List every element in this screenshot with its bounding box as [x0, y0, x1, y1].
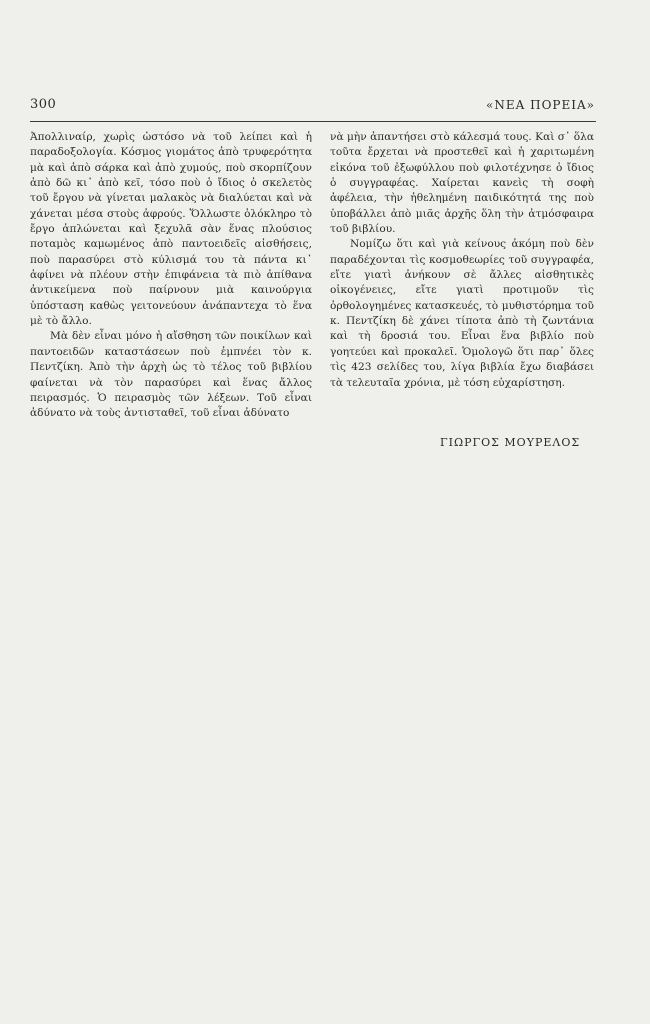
page-number: 300 [30, 97, 57, 112]
author-signature: ΓΙΩΡΓΟΣ ΜΟΥΡΕΛΟΣ [440, 436, 581, 449]
left-column [30, 130, 312, 422]
paragraph: Ἀπολλιναίρ, χωρὶς ὡστόσο νὰ τοῦ λείπει καὶ ἡ παραδοξολογία. Κόσμος γιομάτος ἀπὸ τρυφερότητα μὰ καὶ ἀπὸ σάρκα καὶ ἀπὸ χυμούς, ποὺ σκορπίζουν ἀπὸ δῶ κι᾽ ἀπὸ κεῖ, τόσο ποὺ ὁ ἴδιος ὁ σκελετὸς τοῦ ἔργου νὰ γίνεται μαλακὸς νὰ διαλύεται καὶ νὰ χάνεται μέσα στοὺς ἀφρούς. Ὅλλωστε ὁλόκληρο τὸ ἔργο ἁπλώνεται καὶ ξεχυλᾶ σὰν ἕνας πλούσιος ποταμὸς καμωμένος ἀπὸ παντοειδεῖς αἰσθήσεις, ποὺ παρασύρει στὸ κύλισμά του τὰ πάντα κι᾽ ἀφίνει νὰ πλέουν στὴν ἐπιφάνεια τὰ πιὸ ἀπίθανα ἀντικείμενα ποὺ παίρνουν μιὰ καινούργια ὑπόσταση καθὼς γειτονεύουν ἀνάπαντεχα τὸ ἕνα μὲ τὸ ἄλλο. [30, 131, 312, 328]
paragraph: Μὰ δὲν εἶναι μόνο ἡ αἴσθηση τῶν ποικίλων καὶ παντοειδῶν καταστάσεων ποὺ ἐμπνέει τὸν κ. Πεντζίκη. Ἀπὸ τὴν ἀρχὴ ὡς τὸ τέλος τοῦ βιβλίου φαίνεται νὰ τὸν παρασύρει καὶ ἕνας ἄλλος πειρασμός. Ὁ πειρασμὸς τῶν λέξεων. Τοῦ εἶναι ἀδύνατο νὰ τοὺς ἀντισταθεῖ, τοῦ εἶναι ἀδύνατο [30, 330, 312, 420]
running-title: «ΝΕΑ ΠΟΡΕΙΑ» [486, 98, 595, 112]
right-column [330, 130, 594, 391]
paragraph: Νομίζω ὅτι καὶ γιὰ κείνους ἀκόμη ποὺ δὲν παραδέχονται τὶς κοσμοθεωρίες τοῦ συγγραφέα, εἴτε γιατὶ ἀνήκουν σὲ ἄλλες αἰσθητικὲς οἰκογένειες, εἴτε γιατὶ προτιμοῦν τὶς ὀρθολογημένες κατασκευές, τὸ μυθιστόρημα τοῦ κ. Πεντζίκη δὲ χάνει τίποτα ἀπὸ τὴ ζωντάνια καὶ τὴ δροσιά του. Εἶναι ἕνα βιβλίο ποὺ γοητεύει καὶ προκαλεῖ. Ὁμολογῶ ὅτι παρ᾽ ὅλες τὶς 423 σελίδες του, λίγα βιβλία ἔχω διαβάσει τὰ τελευταῖα χρόνια, μὲ τόση εὐχαρίστηση. [330, 238, 594, 389]
header-rule [30, 121, 596, 122]
paragraph: νὰ μὴν ἀπαντήσει στὸ κάλεσμά τους. Καὶ σ᾽ ὅλα τοῦτα ἔρχεται νὰ προστεθεῖ καὶ ἡ χαριτωμένη εἰκόνα τοῦ ἐξωφύλλου ποὺ φιλοτέχνησε ὁ ἴδιος ὁ συγγραφέας. Χαίρεται κανεὶς τὴ σοφὴ ἀφέλεια, τὴν ἠθελημένη παιδικότητά της ποὺ ὑποβάλλει ἀπὸ μιᾶς ἀρχῆς ὅλη τὴν ἀτμόσφαιρα τοῦ βιβλίου. [330, 131, 594, 236]
